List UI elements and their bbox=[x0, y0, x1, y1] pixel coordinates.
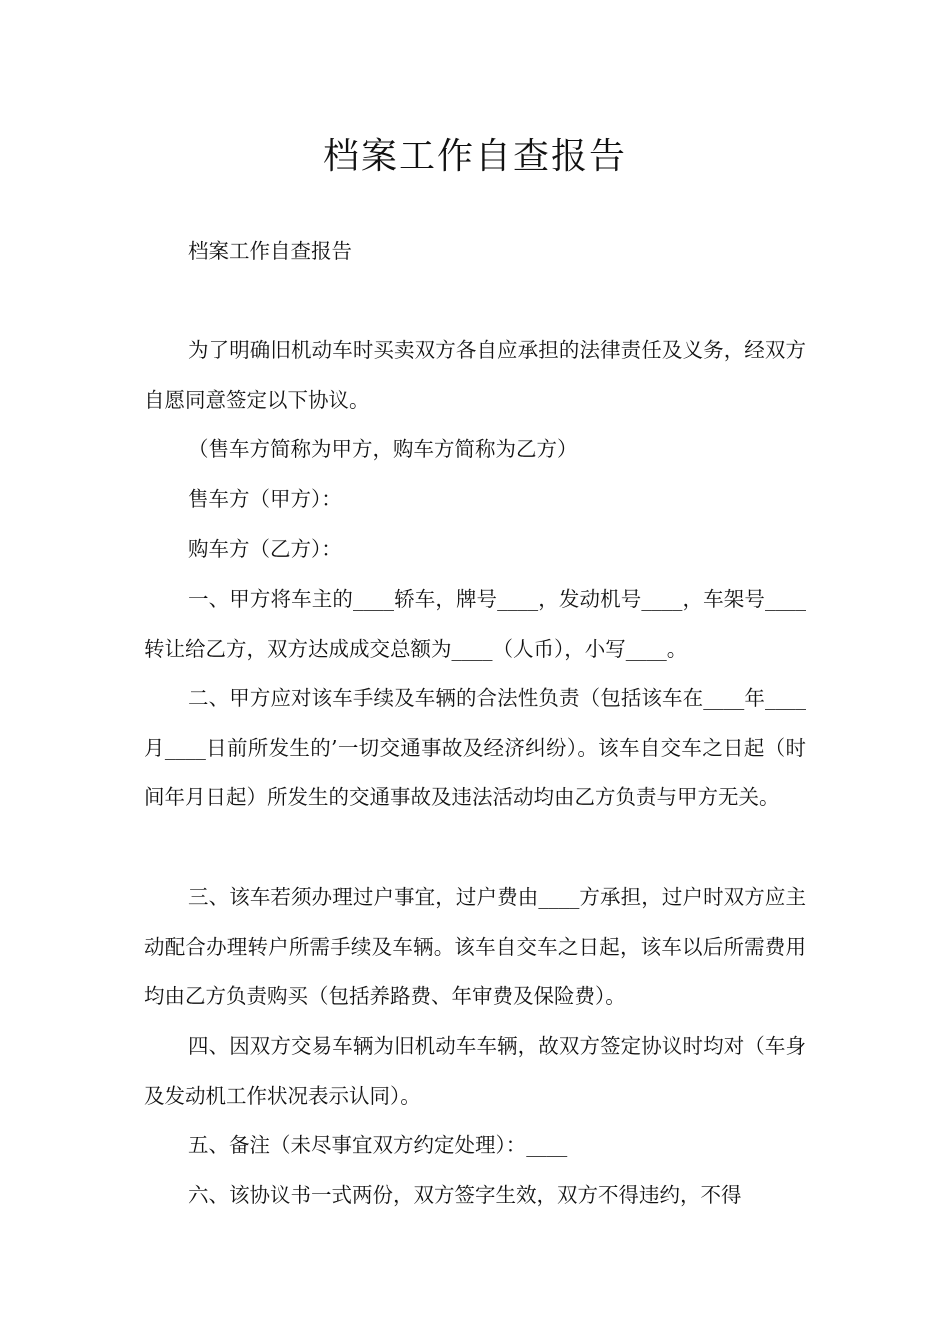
clause-4: 四、因双方交易车辆为旧机动车车辆，故双方签定协议时均对（车身及发动机工作状况表示认同）。 bbox=[144, 1034, 806, 1108]
document-title: 档案工作自查报告 bbox=[322, 136, 627, 177]
paragraph-subtitle: 档案工作自查报告 bbox=[188, 239, 352, 263]
clause-5: 五、备注（未尽事宜双方约定处理）：____ bbox=[188, 1133, 568, 1157]
clause-3: 三、该车若须办理过户事宜，过户费由____方承担，过户时双方应主动配合办理转户所需手续及车辆。该车自交车之日起，该车以后所需费用均由乙方负责购买（包括养路费、年审费及保险费）。 bbox=[144, 885, 806, 1008]
clause-6: 六、该协议书一式两份，双方签字生效，双方不得违约，不得 bbox=[188, 1183, 742, 1207]
paragraph-party-note: （售车方简称为甲方，购车方简称为乙方） bbox=[188, 437, 578, 461]
paragraph-intro: 为了明确旧机动车时买卖双方各自应承担的法律责任及义务，经双方自愿同意签定以下协议。 bbox=[144, 338, 806, 412]
clause-2: 二、甲方应对该车手续及车辆的合法性负责（包括该车在____年____月____日前所发生的’一切交通事故及经济纠纷）。该车自交车之日起（时间年月日起）所发生的交通事故及违法活动均由乙方负责与甲方无关。 bbox=[144, 686, 806, 809]
clause-1: 一、甲方将车主的____轿车，牌号____，发动机号____，车架号____转让给乙方，双方达成成交总额为____（人币），小写____。 bbox=[144, 587, 806, 661]
paragraph-buyer: 购车方（乙方）： bbox=[188, 537, 342, 561]
paragraph-seller: 售车方（甲方）： bbox=[188, 487, 342, 511]
